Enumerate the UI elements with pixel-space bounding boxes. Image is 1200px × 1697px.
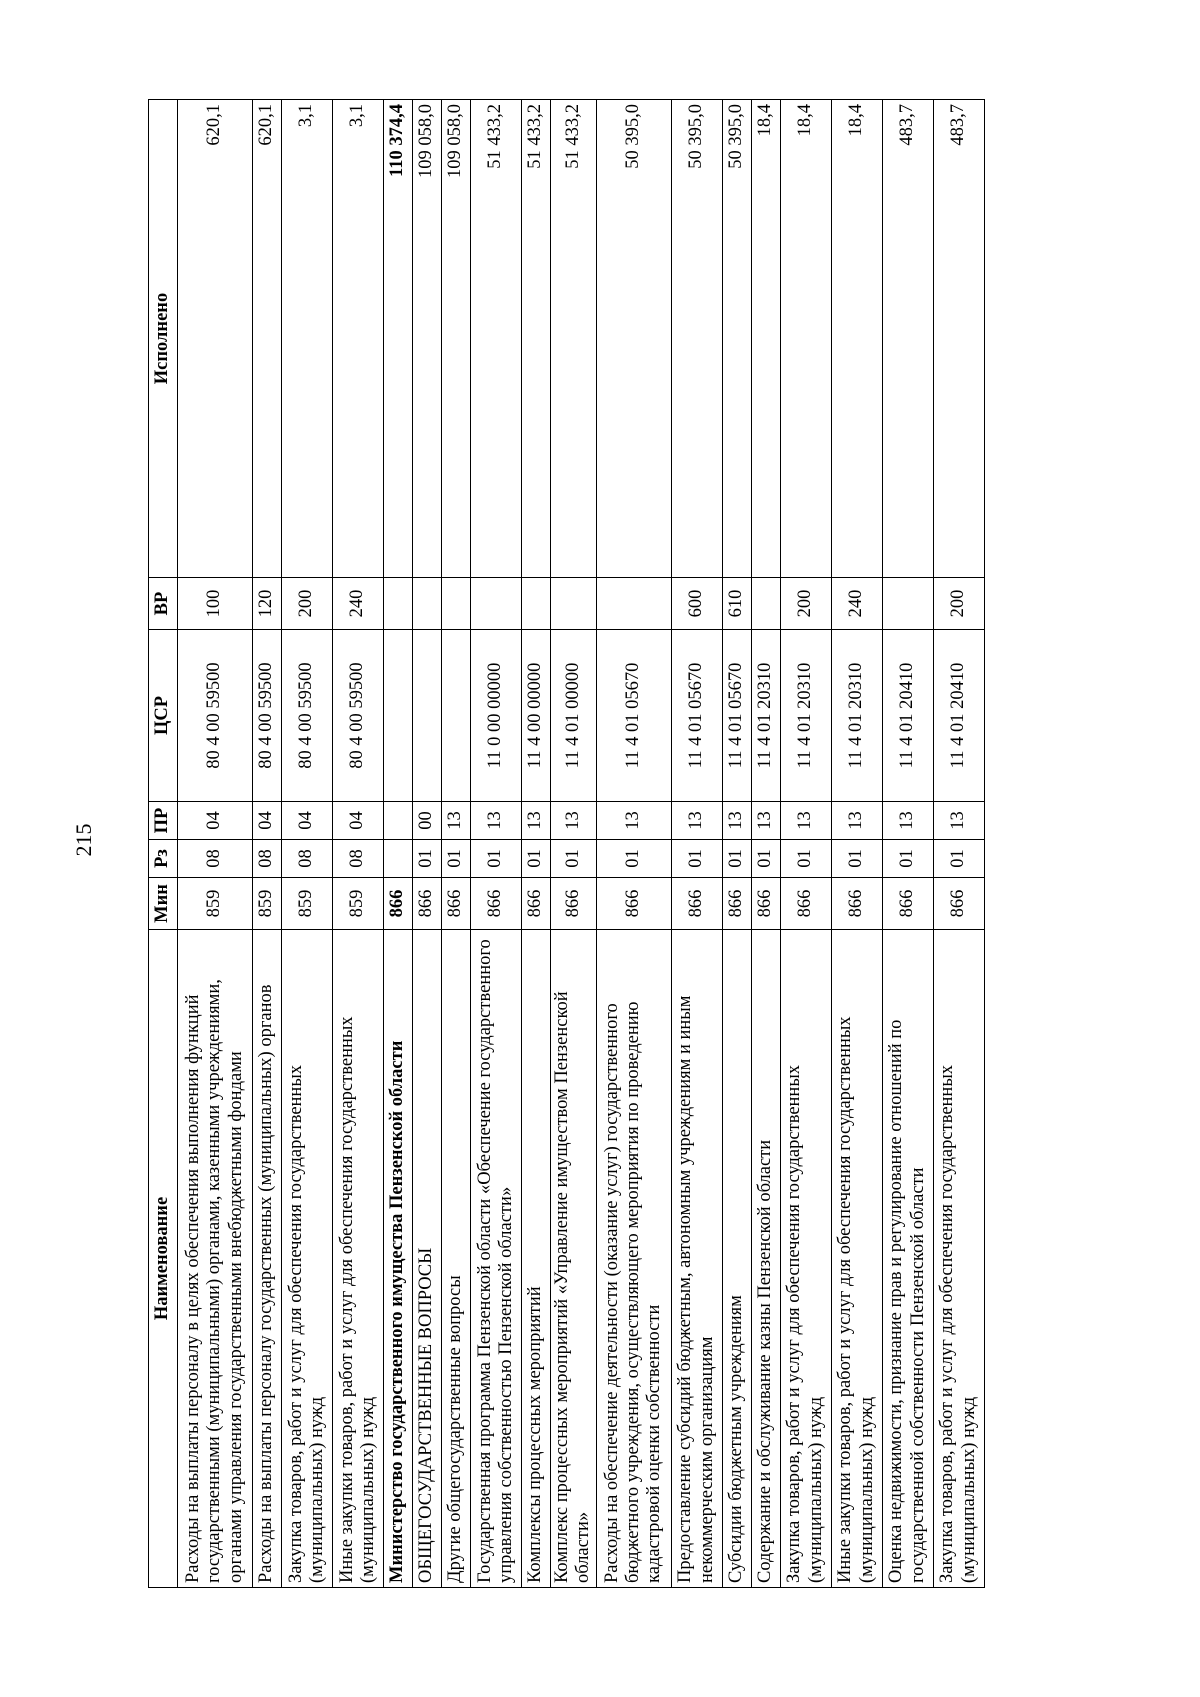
cell-csr: 11 4 01 20310 — [780, 630, 831, 802]
cell-min: 866 — [933, 878, 984, 930]
table-row — [751, 100, 780, 1588]
cell-rz: 01 — [442, 840, 471, 878]
table-row — [780, 100, 831, 1588]
cell-pr: 13 — [933, 802, 984, 840]
cell-pr: 13 — [442, 802, 471, 840]
cell-executed: 483,7 — [933, 100, 984, 578]
cell-vr — [522, 578, 551, 630]
cell-vr — [751, 578, 780, 630]
cell-name: Расходы на обеспечение деятельности (оказание услуг) государственного бюджетного учреждения, осуществляющего мероприятия по проведению кадастровой оценки собственности — [596, 930, 671, 1588]
table-row — [882, 100, 933, 1588]
cell-csr: 11 4 00 00000 — [522, 630, 551, 802]
cell-rz: 01 — [671, 840, 722, 878]
cell-executed: 620,1 — [253, 100, 282, 578]
cell-vr: 200 — [933, 578, 984, 630]
cell-pr: 00 — [413, 802, 442, 840]
cell-pr: 13 — [471, 802, 522, 840]
cell-pr: 13 — [551, 802, 597, 840]
cell-executed: 620,1 — [178, 100, 253, 578]
cell-rz: 01 — [831, 840, 882, 878]
cell-vr — [384, 578, 413, 630]
header-csr: ЦСР — [149, 630, 178, 802]
cell-vr — [551, 578, 597, 630]
page-number: 215 — [71, 823, 96, 857]
cell-executed: 109 058,0 — [413, 100, 442, 578]
cell-rz — [384, 840, 413, 878]
cell-executed: 3,1 — [333, 100, 384, 578]
cell-rz: 01 — [413, 840, 442, 878]
cell-executed: 109 058,0 — [442, 100, 471, 578]
cell-executed: 51 433,2 — [471, 100, 522, 578]
cell-min: 866 — [471, 878, 522, 930]
cell-name: Государственная программа Пензенской области «Обеспечение государственного управления собственностью Пензенской области» — [471, 930, 522, 1588]
table-row — [551, 100, 597, 1588]
header-vr: ВР — [149, 578, 178, 630]
cell-pr: 13 — [596, 802, 671, 840]
cell-min: 866 — [522, 878, 551, 930]
cell-vr: 100 — [178, 578, 253, 630]
cell-pr: 04 — [253, 802, 282, 840]
cell-pr: 13 — [522, 802, 551, 840]
cell-vr: 120 — [253, 578, 282, 630]
cell-rz: 01 — [551, 840, 597, 878]
table-row — [596, 100, 671, 1588]
cell-executed: 51 433,2 — [522, 100, 551, 578]
table-row — [471, 100, 522, 1588]
table-row — [413, 100, 442, 1588]
cell-csr: 80 4 00 59500 — [282, 630, 333, 802]
cell-name: Закупка товаров, работ и услуг для обеспечения государственных (муниципальных) нужд — [282, 930, 333, 1588]
table-row — [178, 100, 253, 1588]
cell-csr: 11 4 01 20310 — [751, 630, 780, 802]
cell-name: Оценка недвижимости, признание прав и регулирование отношений по государственной собственности Пензенской области — [882, 930, 933, 1588]
cell-pr: 13 — [722, 802, 751, 840]
rotated-table-container — [148, 100, 985, 1588]
header-name: Наименование — [149, 930, 178, 1588]
cell-vr — [882, 578, 933, 630]
cell-executed: 483,7 — [882, 100, 933, 578]
cell-min: 866 — [596, 878, 671, 930]
cell-executed: 18,4 — [780, 100, 831, 578]
header-pr: ПР — [149, 802, 178, 840]
cell-csr: 11 4 01 20410 — [882, 630, 933, 802]
cell-csr — [384, 630, 413, 802]
cell-rz: 01 — [522, 840, 551, 878]
cell-rz: 01 — [882, 840, 933, 878]
cell-min: 866 — [780, 878, 831, 930]
cell-min: 859 — [333, 878, 384, 930]
cell-csr: 11 4 01 05670 — [671, 630, 722, 802]
cell-name: ОБЩЕГОСУДАРСТВЕННЫЕ ВОПРОСЫ — [413, 930, 442, 1588]
cell-executed: 3,1 — [282, 100, 333, 578]
cell-pr — [384, 802, 413, 840]
table-row — [282, 100, 333, 1588]
cell-min: 866 — [384, 878, 413, 930]
cell-min: 866 — [831, 878, 882, 930]
cell-name: Содержание и обслуживание казны Пензенской области — [751, 930, 780, 1588]
cell-pr: 13 — [751, 802, 780, 840]
table-header-row — [149, 100, 178, 1588]
cell-csr — [413, 630, 442, 802]
cell-min: 866 — [442, 878, 471, 930]
cell-vr — [596, 578, 671, 630]
cell-executed: 18,4 — [751, 100, 780, 578]
table-row — [442, 100, 471, 1588]
cell-executed: 50 395,0 — [671, 100, 722, 578]
cell-csr: 11 4 01 05670 — [722, 630, 751, 802]
table-row — [253, 100, 282, 1588]
cell-rz: 01 — [471, 840, 522, 878]
cell-csr: 80 4 00 59500 — [253, 630, 282, 802]
cell-vr: 600 — [671, 578, 722, 630]
table-row — [671, 100, 722, 1588]
cell-name: Комплексы процессных мероприятий — [522, 930, 551, 1588]
cell-min: 866 — [551, 878, 597, 930]
cell-vr: 240 — [333, 578, 384, 630]
cell-name: Другие общегосударственные вопросы — [442, 930, 471, 1588]
cell-csr: 11 4 01 20410 — [933, 630, 984, 802]
cell-vr: 610 — [722, 578, 751, 630]
cell-min: 866 — [722, 878, 751, 930]
cell-name: Расходы на выплаты персоналу в целях обеспечения выполнения функций государственными (муниципальными) органами, казенными учреждениями, органами управления государственными внебюджетными фондами — [178, 930, 253, 1588]
cell-vr: 200 — [282, 578, 333, 630]
cell-rz: 01 — [780, 840, 831, 878]
cell-csr: 80 4 00 59500 — [178, 630, 253, 802]
cell-name: Расходы на выплаты персоналу государственных (муниципальных) органов — [253, 930, 282, 1588]
cell-executed: 50 395,0 — [596, 100, 671, 578]
table-row — [933, 100, 984, 1588]
cell-name: Субсидии бюджетным учреждениям — [722, 930, 751, 1588]
cell-min: 859 — [178, 878, 253, 930]
cell-pr: 04 — [333, 802, 384, 840]
cell-rz: 01 — [933, 840, 984, 878]
cell-min: 859 — [253, 878, 282, 930]
cell-executed: 50 395,0 — [722, 100, 751, 578]
table-row — [333, 100, 384, 1588]
cell-rz: 01 — [722, 840, 751, 878]
cell-executed: 110 374,4 — [384, 100, 413, 578]
cell-vr — [442, 578, 471, 630]
header-rz: Рз — [149, 840, 178, 878]
cell-rz: 01 — [751, 840, 780, 878]
cell-name: Закупка товаров, работ и услуг для обеспечения государственных (муниципальных) нужд — [933, 930, 984, 1588]
cell-pr: 13 — [671, 802, 722, 840]
cell-min: 866 — [671, 878, 722, 930]
header-executed: Исполнено — [149, 100, 178, 578]
cell-min: 866 — [413, 878, 442, 930]
table-row — [831, 100, 882, 1588]
table-row-ministry — [384, 100, 413, 1588]
cell-pr: 04 — [282, 802, 333, 840]
cell-pr: 13 — [882, 802, 933, 840]
cell-rz: 01 — [596, 840, 671, 878]
cell-pr: 13 — [831, 802, 882, 840]
cell-vr — [471, 578, 522, 630]
budget-table — [148, 99, 985, 1588]
cell-rz: 08 — [333, 840, 384, 878]
cell-name: Министерство государственного имущества Пензенской области — [384, 930, 413, 1588]
cell-csr — [442, 630, 471, 802]
cell-name: Комплекс процессных мероприятий «Управление имуществом Пензенской области» — [551, 930, 597, 1588]
cell-csr: 11 4 01 05670 — [596, 630, 671, 802]
table-row — [522, 100, 551, 1588]
cell-rz: 08 — [178, 840, 253, 878]
cell-csr: 80 4 00 59500 — [333, 630, 384, 802]
cell-name: Иные закупки товаров, работ и услуг для обеспечения государственных (муниципальных) нужд — [831, 930, 882, 1588]
cell-executed: 18,4 — [831, 100, 882, 578]
table-row — [722, 100, 751, 1588]
cell-min: 866 — [882, 878, 933, 930]
cell-csr: 11 0 00 00000 — [471, 630, 522, 802]
cell-rz: 08 — [282, 840, 333, 878]
cell-pr: 13 — [780, 802, 831, 840]
cell-name: Иные закупки товаров, работ и услуг для обеспечения государственных (муниципальных) нужд — [333, 930, 384, 1588]
cell-pr: 04 — [178, 802, 253, 840]
cell-min: 859 — [282, 878, 333, 930]
cell-name: Предоставление субсидий бюджетным, автономным учреждениям и иным некоммерческим организациям — [671, 930, 722, 1588]
cell-name: Закупка товаров, работ и услуг для обеспечения государственных (муниципальных) нужд — [780, 930, 831, 1588]
cell-vr: 200 — [780, 578, 831, 630]
cell-csr: 11 4 01 00000 — [551, 630, 597, 802]
header-min: Мин — [149, 878, 178, 930]
cell-vr: 240 — [831, 578, 882, 630]
cell-min: 866 — [751, 878, 780, 930]
cell-vr — [413, 578, 442, 630]
cell-csr: 11 4 01 20310 — [831, 630, 882, 802]
cell-executed: 51 433,2 — [551, 100, 597, 578]
cell-rz: 08 — [253, 840, 282, 878]
